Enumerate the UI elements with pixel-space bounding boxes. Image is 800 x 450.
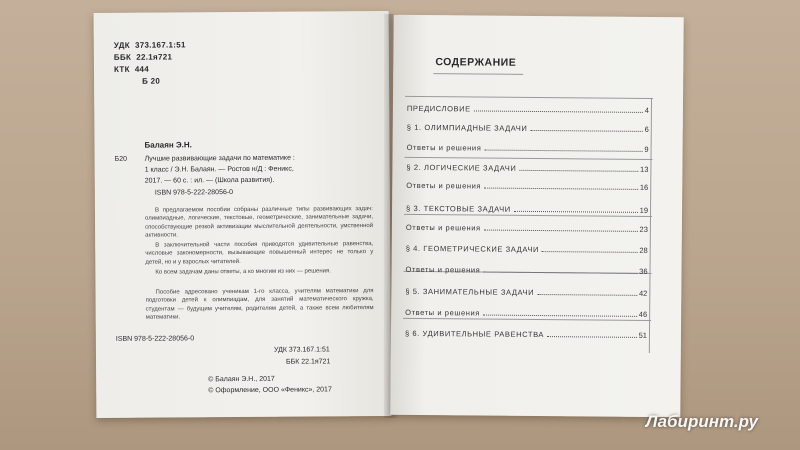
index-code: Б 20 — [142, 76, 161, 86]
toc-vertical-rule — [649, 98, 652, 353]
toc-item: Ответы и решения 23 — [405, 222, 648, 234]
annotation-para-3: Ко всем задачам даны ответы, а ко многим из них — решения. — [155, 268, 331, 276]
author-name: Балаян Э.Н. — [144, 140, 192, 150]
toc-item: § 5. ЗАНИМАТЕЛЬНЫЕ ЗАДАЧИ 42 — [405, 286, 648, 298]
annotation-para-1: В предлагаемом пособии собраны различные типы развивающих задач: олимпиадные, логические, текстовые, геометрические, занимательные задачи, способствующие резкой активизации мыслительной деятельности, умственной активности. — [145, 206, 374, 239]
biblio-line-2: 1 класс / Э.Н. Балаян. — Ростов н/Д : Феникс, — [144, 165, 294, 174]
biblio-line-1: Лучшие развивающие задачи по математике : — [144, 154, 295, 163]
toc-item: § 6. УДИВИТЕЛЬНЫЕ РАВЕНСТВА 51 — [404, 328, 648, 340]
biblio-index: Б20 — [114, 155, 128, 163]
annotation-para-2: В заключительной части пособия приводятся удивительные равенства, числовые закономерности, вызывающие повышенный интерес не только у детей, но и у взрослых читателей. — [145, 241, 374, 266]
toc-divider — [405, 96, 653, 99]
copyright-publisher: © Оформление, ООО «Феникс», 2017 — [208, 386, 332, 395]
copyright-author: © Балаян Э.Н., 2017 — [208, 375, 275, 384]
title-underline — [433, 73, 523, 75]
isbn-bottom: ISBN 978-5-222-28056-0 — [115, 335, 195, 343]
toc-item: Ответы и решения 9 — [406, 142, 649, 154]
contents-title: СОДЕРЖАНИЕ — [435, 56, 517, 69]
toc-item: Ответы и решения 36 — [405, 264, 648, 276]
toc-item: § 4. ГЕОМЕТРИЧЕСКИЕ ЗАДАЧИ 28 — [405, 243, 648, 255]
toc-item: § 1. ОЛИМПИАДНЫЕ ЗАДАЧИ 6 — [406, 122, 649, 134]
annotation-para-4: Пособие адресовано ученикам 1-го класса, учителям математики для подготовки детей к олимпиадам, для занятий математического кружка, студентам — будущим учителям, родителям детей, а также всем любителям математики. — [145, 288, 374, 321]
bbk-line: ББК 22.1я721 — [113, 52, 173, 62]
toc-item: § 2. ЛОГИЧЕСКИЕ ЗАДАЧИ 13 — [406, 162, 649, 174]
right-page — [390, 15, 683, 418]
udk-bottom: УДК 373.167.1:51 — [273, 346, 330, 354]
site-watermark: Лабиринт.ру — [645, 412, 758, 431]
bbk-bottom: ББК 22.1я721 — [286, 358, 331, 366]
udk-line: УДК 373.167.1:51 — [113, 40, 186, 50]
toc-divider — [405, 157, 653, 160]
toc-item: Ответы и решения 16 — [406, 180, 649, 192]
toc-item: Ответы и решения 46 — [405, 307, 648, 319]
left-page — [94, 11, 392, 418]
toc-item: § 3. ТЕКСТОВЫЕ ЗАДАЧИ 19 — [406, 203, 649, 215]
ktk-line: КТК 444 — [113, 64, 150, 74]
biblio-line-3: 2017. — 60 с. : ил. — (Школа развития). — [144, 176, 275, 185]
isbn-top: ISBN 978-5-222-28056-0 — [154, 189, 234, 197]
toc-item: ПРЕДИСЛОВИЕ 4 — [406, 103, 649, 115]
